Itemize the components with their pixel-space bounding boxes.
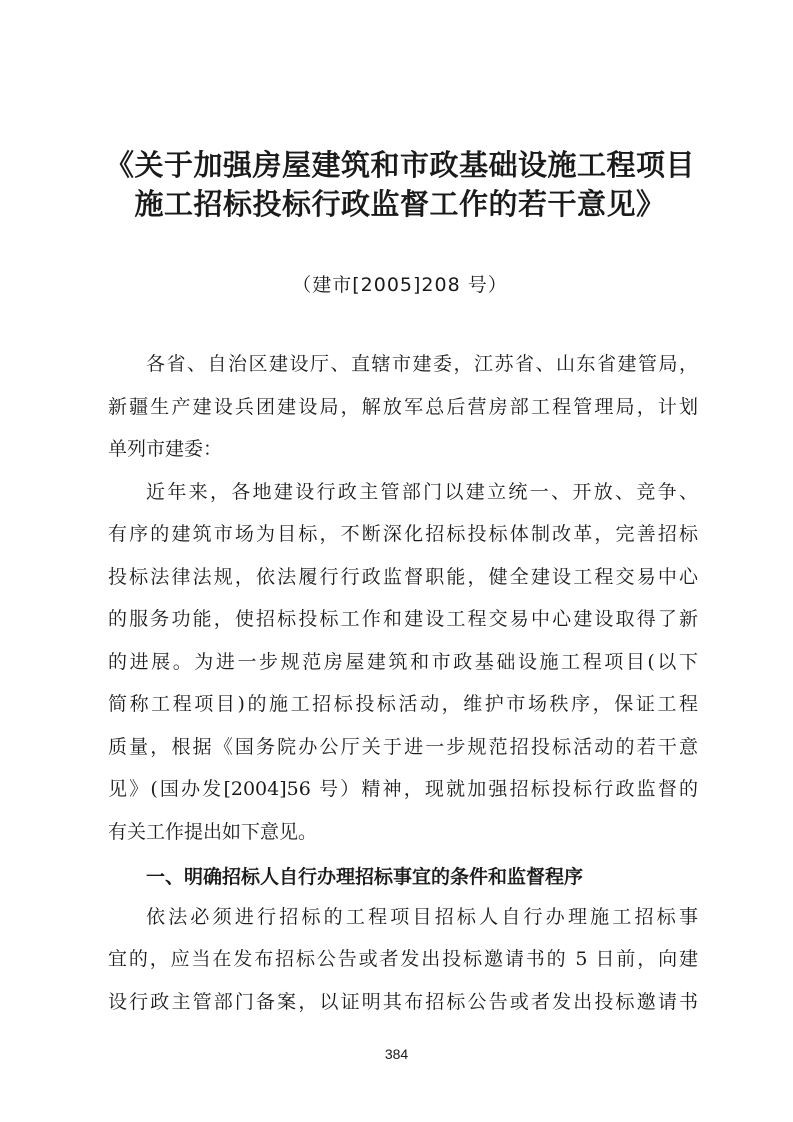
paragraph-line: 近年来，各地建设行政主管部门以建立统一、开放、竞争、 bbox=[146, 481, 698, 503]
paragraph-line: 见》(国办发[2004]56 号）精神，现就加强招标投标行政监督的 bbox=[108, 778, 698, 800]
paragraph-line: 有关工作提出如下意见。 bbox=[108, 821, 318, 843]
document-title-line-2: 施工招标投标行政监督工作的若干意见》 bbox=[134, 187, 666, 221]
paragraph-line: 依法必须进行招标的工程项目招标人自行办理施工招标事 bbox=[146, 906, 698, 928]
paragraph-line: 的服务功能，使招标投标工作和建设工程交易中心建设取得了新 bbox=[108, 608, 698, 630]
section-heading: 一、明确招标人自行办理招标事宜的条件和监督程序 bbox=[146, 866, 584, 888]
paragraph-line: 各省、自治区建设厅、直辖市建委，江苏省、山东省建管局， bbox=[146, 353, 698, 375]
paragraph-line: 新疆生产建设兵团建设局，解放军总后营房部工程管理局，计划 bbox=[108, 396, 698, 418]
document-number: （建市[2005]208 号） bbox=[292, 274, 508, 296]
paragraph-line: 投标法律法规，依法履行行政监督职能，健全建设工程交易中心 bbox=[108, 566, 698, 588]
paragraph-line: 的进展。为进一步规范房屋建筑和市政基础设施工程项目(以下 bbox=[108, 651, 698, 673]
paragraph-line: 有序的建筑市场为目标，不断深化招标投标体制改革，完善招标 bbox=[108, 523, 698, 545]
paragraph-line: 单列市建委： bbox=[108, 438, 223, 460]
paragraph-line: 简称工程项目)的施工招标投标活动，维护市场秩序，保证工程 bbox=[108, 693, 698, 715]
paragraph-line: 设行政主管部门备案，以证明其布招标公告或者发出投标邀请书 bbox=[108, 991, 698, 1013]
page-number: 384 bbox=[384, 1046, 409, 1062]
paragraph-line: 宜的，应当在发布招标公告或者发出投标邀请书的 5 日前，向建 bbox=[108, 948, 698, 970]
paragraph-line: 质量，根据《国务院办公厅关于进一步规范招投标活动的若干意 bbox=[108, 736, 698, 758]
document-title-line-1: 《关于加强房屋建筑和市政基础设施工程项目 bbox=[104, 148, 695, 182]
